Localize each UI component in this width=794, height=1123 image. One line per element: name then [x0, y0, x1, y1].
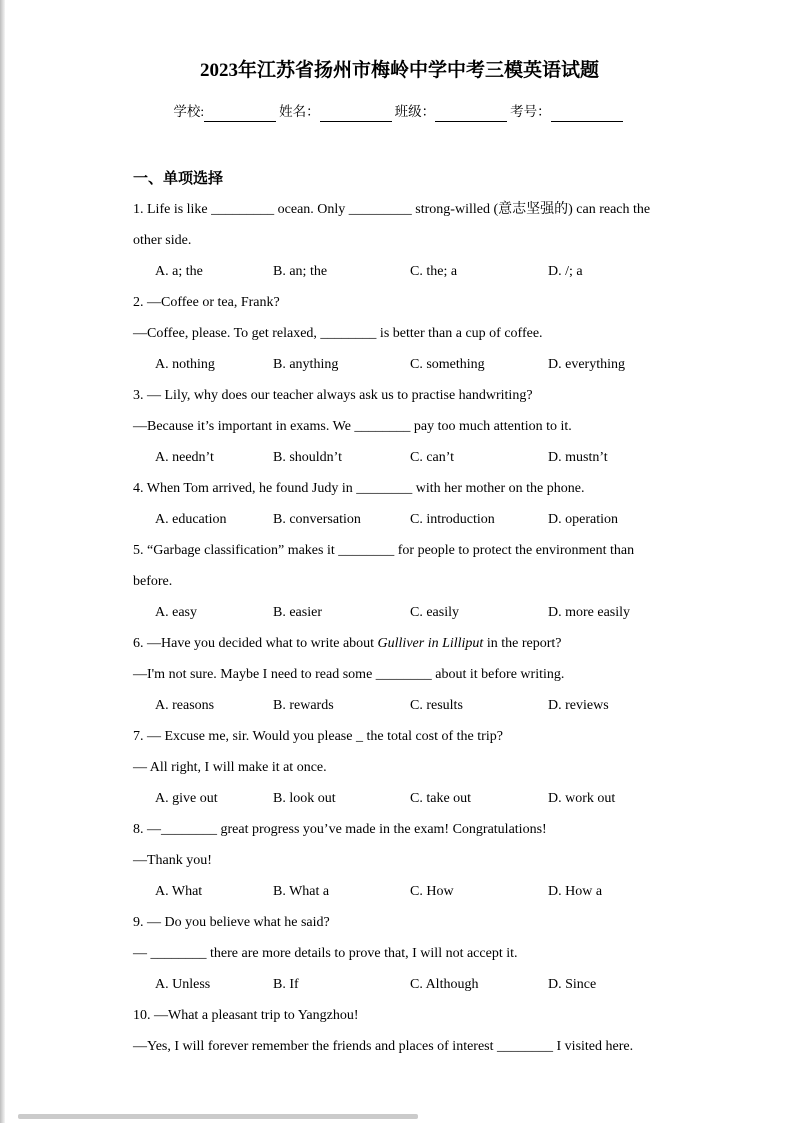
options-row	[133, 783, 666, 814]
option: B. look out	[273, 791, 336, 806]
option: D. operation	[548, 512, 618, 527]
question-text-italic: Gulliver in Lilliput	[377, 636, 484, 651]
options-row	[133, 349, 666, 380]
question-line	[133, 473, 666, 504]
question-line	[133, 814, 666, 845]
questions-list	[133, 194, 666, 1062]
option: B. rewards	[273, 698, 334, 713]
option: C. can’t	[410, 450, 455, 465]
question	[133, 473, 666, 535]
question-text: —Thank you!	[133, 853, 212, 868]
blank-underline	[435, 108, 507, 122]
question-line	[133, 566, 666, 597]
question-line	[133, 721, 666, 752]
option: A. give out	[155, 791, 218, 806]
question-text: 3. — Lily, why does our teacher always ask us to practise handwriting?	[133, 388, 533, 403]
question-line	[133, 1000, 666, 1031]
option: D. more easily	[548, 605, 631, 620]
question-text: 4. When Tom arrived, he found Judy in ________ with her mother on the phone.	[133, 481, 585, 496]
option: C. How	[410, 884, 454, 899]
question-text: 5. “Garbage classification” makes it ________ for people to protect the environment than	[133, 543, 635, 558]
options-row	[133, 256, 666, 287]
option: A. Unless	[155, 977, 211, 992]
blank-underline	[204, 108, 276, 122]
option: B. easier	[273, 605, 322, 620]
question-line	[133, 907, 666, 938]
question-text: in the report?	[483, 636, 562, 651]
student-info-label: 班级：	[394, 104, 436, 119]
option: A. needn’t	[155, 450, 214, 465]
question-text: — All right, I will make it at once.	[133, 760, 327, 775]
option: B. conversation	[273, 512, 361, 527]
question	[133, 287, 666, 380]
blank-underline	[551, 108, 623, 122]
question	[133, 814, 666, 907]
student-info-label: 姓名：	[279, 104, 320, 119]
page-title: 2023年江苏省扬州市梅岭中学中考三模英语试题	[199, 60, 599, 81]
options-row	[133, 876, 666, 907]
question-line	[133, 752, 666, 783]
question-text: 1. Life is like _________ ocean. Only _________ strong-willed (意志坚强的) can reach the	[133, 202, 651, 217]
options-row	[133, 504, 666, 535]
question-text: other side.	[133, 233, 192, 248]
option: B. an; the	[273, 264, 328, 279]
question	[133, 1000, 666, 1062]
student-info-row	[133, 102, 666, 122]
options-row	[133, 690, 666, 721]
question	[133, 628, 666, 721]
question-line	[133, 938, 666, 969]
option: D. How a	[548, 884, 603, 899]
section-heading: 一、单项选择	[133, 171, 224, 187]
scan-edge-left	[0, 0, 5, 1123]
question-line	[133, 1031, 666, 1062]
option: A. nothing	[155, 357, 215, 372]
question	[133, 907, 666, 1000]
option: C. Although	[410, 977, 479, 992]
option: A. a; the	[155, 264, 203, 279]
question	[133, 194, 666, 287]
options-row	[133, 442, 666, 473]
question-text: — ________ there are more details to prove that, I will not accept it.	[133, 946, 518, 961]
option: C. the; a	[410, 264, 458, 279]
question-text: 9. — Do you believe what he said?	[133, 915, 330, 930]
question	[133, 721, 666, 814]
question-text: 8. —________ great progress you’ve made in the exam! Congratulations!	[133, 822, 547, 837]
option: C. something	[410, 357, 485, 372]
options-row	[133, 597, 666, 628]
option: C. results	[410, 698, 463, 713]
option: A. easy	[155, 605, 197, 620]
option: C. take out	[410, 791, 472, 806]
question	[133, 535, 666, 628]
option: B. If	[273, 977, 299, 992]
question-line	[133, 225, 666, 256]
scan-artifact-bottom	[18, 1114, 418, 1119]
option: D. reviews	[548, 698, 609, 713]
option: D. mustn’t	[548, 450, 608, 465]
question-text: —Yes, I will forever remember the friends and places of interest ________ I visited here.	[133, 1039, 634, 1054]
question-line	[133, 194, 666, 225]
question-line	[133, 411, 666, 442]
option: A. What	[155, 884, 203, 899]
question-text: —Coffee, please. To get relaxed, ________ is better than a cup of coffee.	[133, 326, 543, 341]
question-line	[133, 535, 666, 566]
option: A. education	[155, 512, 227, 527]
question-line	[133, 380, 666, 411]
question-line	[133, 659, 666, 690]
option: D. work out	[548, 791, 616, 806]
question-text: 2. —Coffee or tea, Frank?	[133, 295, 280, 310]
question-line	[133, 845, 666, 876]
student-info-label: 学校:	[173, 104, 205, 119]
question-line	[133, 318, 666, 349]
question-text: —Because it’s important in exams. We ________ pay too much attention to it.	[133, 419, 572, 434]
options-row	[133, 969, 666, 1000]
option: C. easily	[410, 605, 459, 620]
option: B. shouldn’t	[273, 450, 342, 465]
option: D. /; a	[548, 264, 583, 279]
option: A. reasons	[155, 698, 215, 713]
student-info-label: 考号：	[510, 104, 551, 119]
question-text: 6. —Have you decided what to write about	[133, 636, 378, 651]
option: B. What a	[273, 884, 330, 899]
blank-underline	[320, 108, 392, 122]
option: D. Since	[548, 977, 597, 992]
question-text: 10. —What a pleasant trip to Yangzhou!	[133, 1008, 359, 1023]
question-text: before.	[133, 574, 173, 589]
question	[133, 380, 666, 473]
option: D. everything	[548, 357, 625, 372]
question-text: 7. — Excuse me, sir. Would you please _ the total cost of the trip?	[133, 729, 503, 744]
question-line	[133, 628, 666, 659]
option: B. anything	[273, 357, 339, 372]
question-text: —I'm not sure. Maybe I need to read some ________ about it before writing.	[133, 667, 565, 682]
question-line	[133, 287, 666, 318]
option: C. introduction	[410, 512, 495, 527]
